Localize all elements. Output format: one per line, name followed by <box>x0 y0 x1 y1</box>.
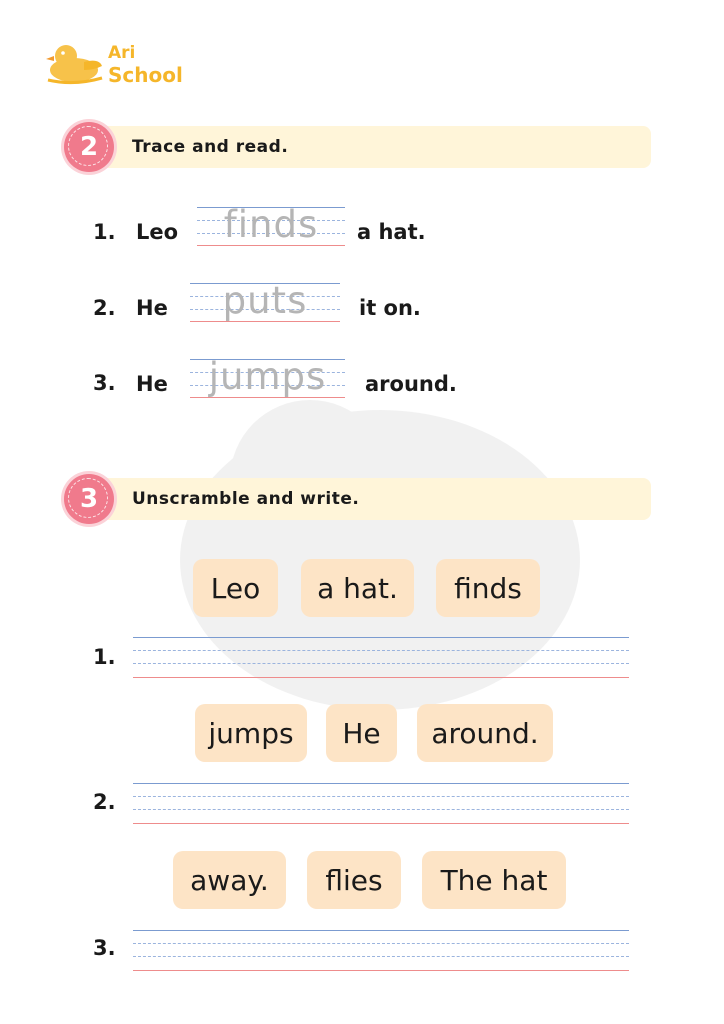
trace-item-number: 3. <box>93 371 116 395</box>
word-chip: a hat. <box>301 559 414 617</box>
duck-icon <box>44 40 106 86</box>
trace-item-before: He <box>136 296 168 320</box>
section3-badge <box>64 474 114 524</box>
section2-badge <box>64 122 114 172</box>
logo-line2: School <box>108 63 183 87</box>
word-chip: around. <box>417 704 553 762</box>
word-chip: finds <box>436 559 540 617</box>
write-lines[interactable] <box>133 637 629 679</box>
trace-item-after: around. <box>365 372 457 396</box>
write-item-number: 2. <box>93 790 116 814</box>
write-lines[interactable] <box>133 783 629 825</box>
trace-item-number: 1. <box>93 220 116 244</box>
logo-line1: Ari <box>108 43 136 63</box>
word-chip: He <box>326 704 397 762</box>
section2-number: 2 <box>79 132 99 162</box>
word-chip: flies <box>307 851 401 909</box>
trace-word: jumps <box>208 355 327 398</box>
trace-writing-lines <box>190 279 340 323</box>
trace-item-after: a hat. <box>357 220 426 244</box>
write-lines[interactable] <box>133 930 629 972</box>
trace-item-before: Leo <box>136 220 179 244</box>
trace-word: finds <box>223 203 319 246</box>
write-item-number: 1. <box>93 645 116 669</box>
trace-word: puts <box>222 279 308 322</box>
logo <box>44 40 194 90</box>
logo-text <box>108 42 183 86</box>
word-chip: away. <box>173 851 286 909</box>
section2-title: Trace and read. <box>132 137 289 157</box>
trace-writing-lines <box>197 203 345 247</box>
section3-number: 3 <box>79 484 99 514</box>
write-item-number: 3. <box>93 936 116 960</box>
word-chip: Leo <box>193 559 278 617</box>
trace-item-after: it on. <box>359 296 421 320</box>
trace-item-before: He <box>136 372 168 396</box>
section3-title: Unscramble and write. <box>132 489 360 509</box>
trace-item-number: 2. <box>93 296 116 320</box>
trace-writing-lines <box>190 355 345 399</box>
word-chip: The hat <box>422 851 566 909</box>
word-chip: jumps <box>195 704 307 762</box>
